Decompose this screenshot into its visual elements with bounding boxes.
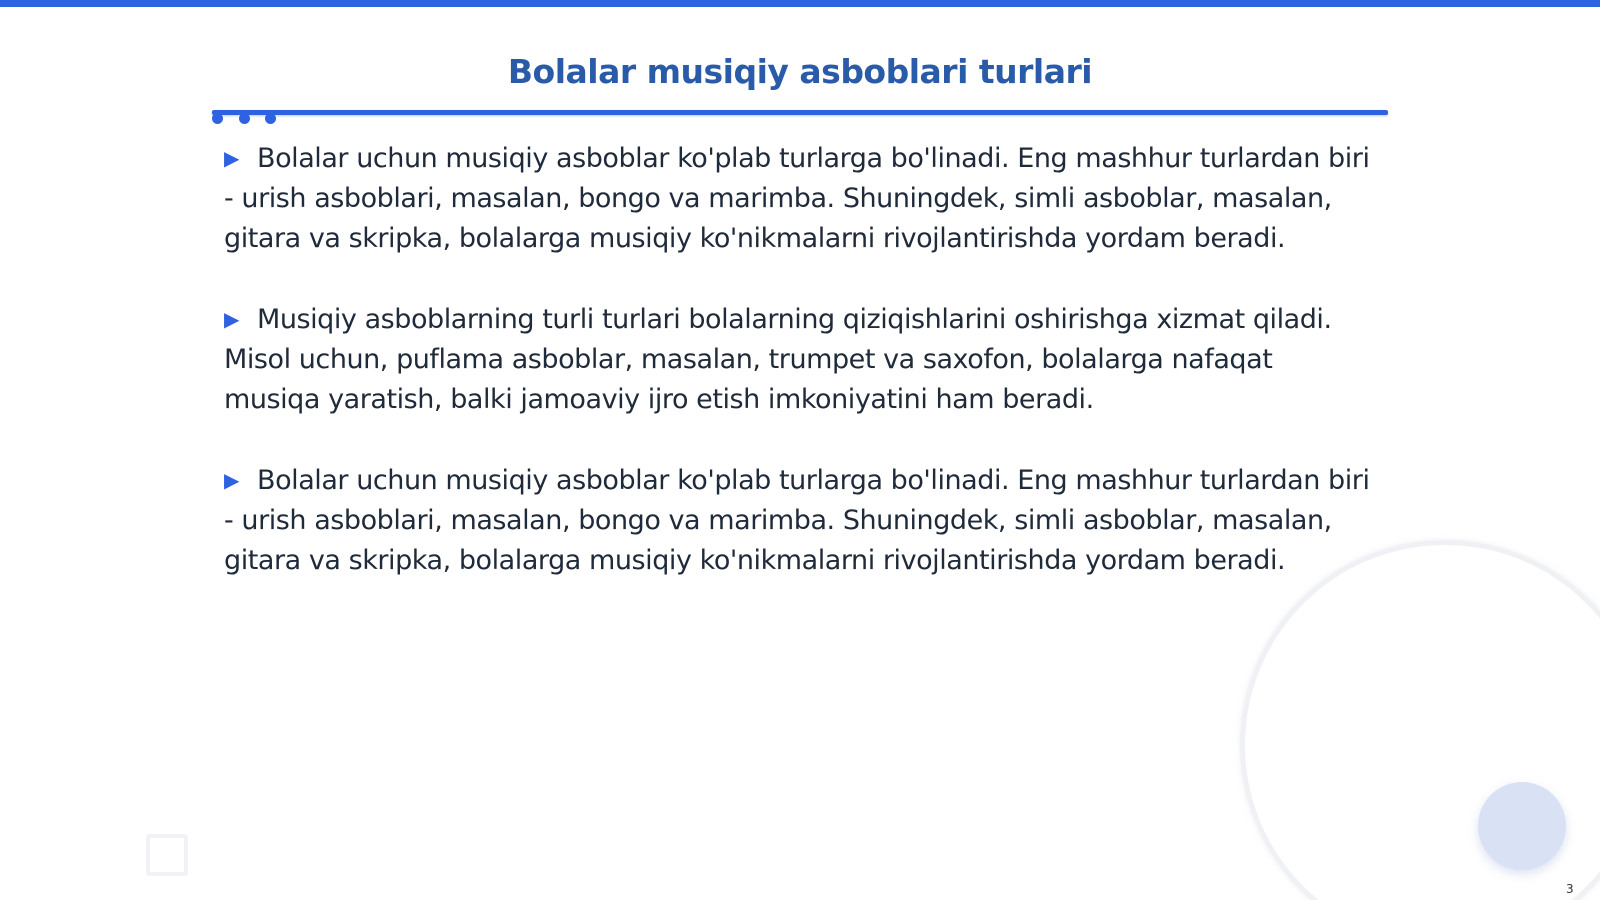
slide-title: Bolalar musiqiy asboblari turlari: [507, 52, 1093, 91]
underline-dot: [239, 113, 250, 124]
bullet-paragraph: [224, 460, 1374, 581]
slide-content: [224, 138, 1374, 621]
bullet-paragraph: [224, 138, 1374, 259]
decorative-circle: [1478, 782, 1566, 870]
decorative-square: [146, 834, 188, 876]
paragraph-text: Bolalar uchun musiqiy asboblar ko'plab turlarga bo'linadi. Eng mashhur turlardan biri - urish asboblari, masalan, bongo va marimba. Shuningdek, simli asboblar, masalan, gitara va skripka, bolalarga musiqiy ko'nikmalarni rivojlantirishda yordam beradi.: [224, 143, 1370, 254]
title-underline: [212, 110, 1388, 115]
underline-dot: [265, 113, 276, 124]
play-triangle-icon: ▶: [224, 307, 239, 331]
paragraph-text: Bolalar uchun musiqiy asboblar ko'plab turlarga bo'linadi. Eng mashhur turlardan biri - urish asboblari, masalan, bongo va marimba. Shuningdek, simli asboblar, masalan, gitara va skripka, bolalarga musiqiy ko'nikmalarni rivojlantirishda yordam beradi.: [224, 465, 1370, 576]
play-triangle-icon: ▶: [224, 146, 239, 170]
underline-dot: [212, 113, 223, 124]
bullet-paragraph: [224, 299, 1374, 420]
paragraph-text: Musiqiy asboblarning turli turlari bolalarning qiziqishlarini oshirishga xizmat qiladi. Misol uchun, puflama asboblar, masalan, trumpet va saxofon, bolalarga nafaqat musiqa yaratish, balki jamoaviy ijro etish imkoniyatini ham beradi.: [224, 304, 1332, 415]
page-number: 3: [1566, 882, 1574, 896]
play-triangle-icon: ▶: [224, 468, 239, 492]
top-accent-bar: [0, 0, 1600, 7]
